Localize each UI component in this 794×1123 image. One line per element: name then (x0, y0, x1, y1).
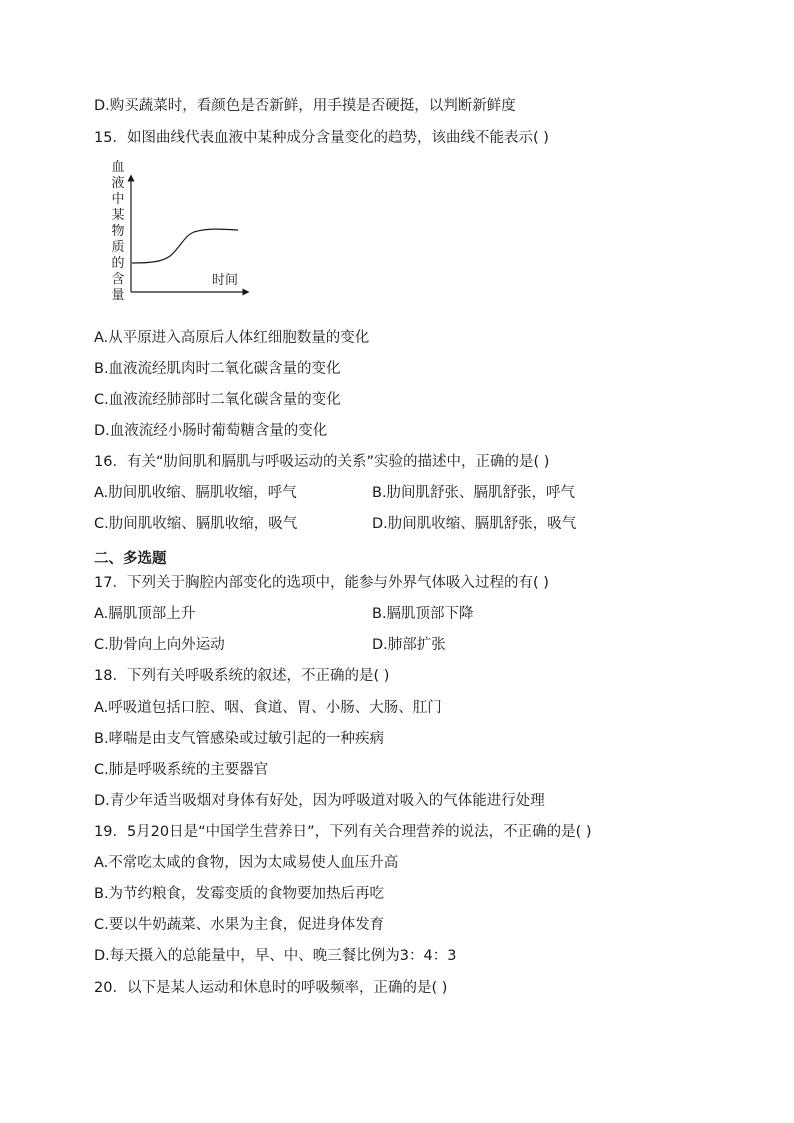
q18-option-d: D.青少年适当吸烟对身体有好处，因为呼吸道对吸入的气体能进行处理 (94, 793, 545, 809)
section-heading: 二、多选题 (94, 551, 167, 567)
option-d-prev: D.购买蔬菜时，看颜色是否新鲜，用手摸是否硬挺，以判断新鲜度 (94, 98, 516, 114)
q16-option-b: B.肋间肌舒张、膈肌舒张，呼气 (372, 485, 576, 501)
curve-plot (110, 160, 250, 312)
trend-curve (132, 229, 238, 263)
q15-option-c: C.血液流经肺部时二氧化碳含量的变化 (94, 392, 341, 408)
q16-option-d: D.肋间肌收缩、膈肌舒张，吸气 (372, 516, 577, 532)
q17-option-a: A.膈肌顶部上升 (94, 606, 196, 622)
q16-option-c: C.肋间肌收缩、膈肌收缩，吸气 (94, 516, 298, 532)
curve-figure: 血 液 中 某 物 质 的 含 量 时间 (110, 160, 250, 312)
question-15: 15．如图曲线代表血液中某种成分含量变化的趋势，该曲线不能表示( ) (94, 130, 549, 146)
q15-option-a: A.从平原进入高原后人体红细胞数量的变化 (94, 330, 370, 346)
question-19: 19．5月20日是“中国学生营养日”，下列有关合理营养的说法，不正确的是( ) (94, 824, 592, 840)
q16-option-a: A.肋间肌收缩、膈肌收缩，呼气 (94, 485, 297, 501)
question-18: 18．下列有关呼吸系统的叙述，不正确的是( ) (94, 668, 390, 684)
q19-option-b: B.为节约粮食，发霉变质的食物要加热后再吃 (94, 886, 385, 902)
q18-option-a: A.呼吸道包括口腔、咽、食道、胃、小肠、大肠、肛门 (94, 700, 442, 716)
q17-option-d: D.肺部扩张 (372, 637, 446, 653)
q17-option-b: B.膈肌顶部下降 (372, 606, 474, 622)
q19-option-c: C.要以牛奶蔬菜、水果为主食，促进身体发育 (94, 917, 385, 933)
q17-option-c: C.肋骨向上向外运动 (94, 637, 225, 653)
q15-option-d: D.血液流经小肠时葡萄糖含量的变化 (94, 423, 328, 439)
q19-option-d: D.每天摄入的总能量中，早、中、晚三餐比例为3：4：3 (94, 948, 457, 964)
question-16: 16．有关“肋间肌和膈肌与呼吸运动的关系”实验的描述中，正确的是( ) (94, 454, 550, 470)
q19-option-a: A.不常吃太咸的食物，因为太咸易使人血压升高 (94, 855, 399, 871)
q18-option-c: C.肺是呼吸系统的主要器官 (94, 762, 269, 778)
q18-option-b: B.哮喘是由支气管感染或过敏引起的一种疾病 (94, 731, 385, 747)
x-axis-label: 时间 (212, 273, 239, 288)
question-20: 20．以下是某人运动和休息时的呼吸频率，正确的是( ) (94, 980, 448, 996)
question-17: 17．下列关于胸腔内部变化的选项中，能参与外界气体吸入过程的有( ) (94, 575, 549, 591)
q15-option-b: B.血液流经肌肉时二氧化碳含量的变化 (94, 361, 341, 377)
